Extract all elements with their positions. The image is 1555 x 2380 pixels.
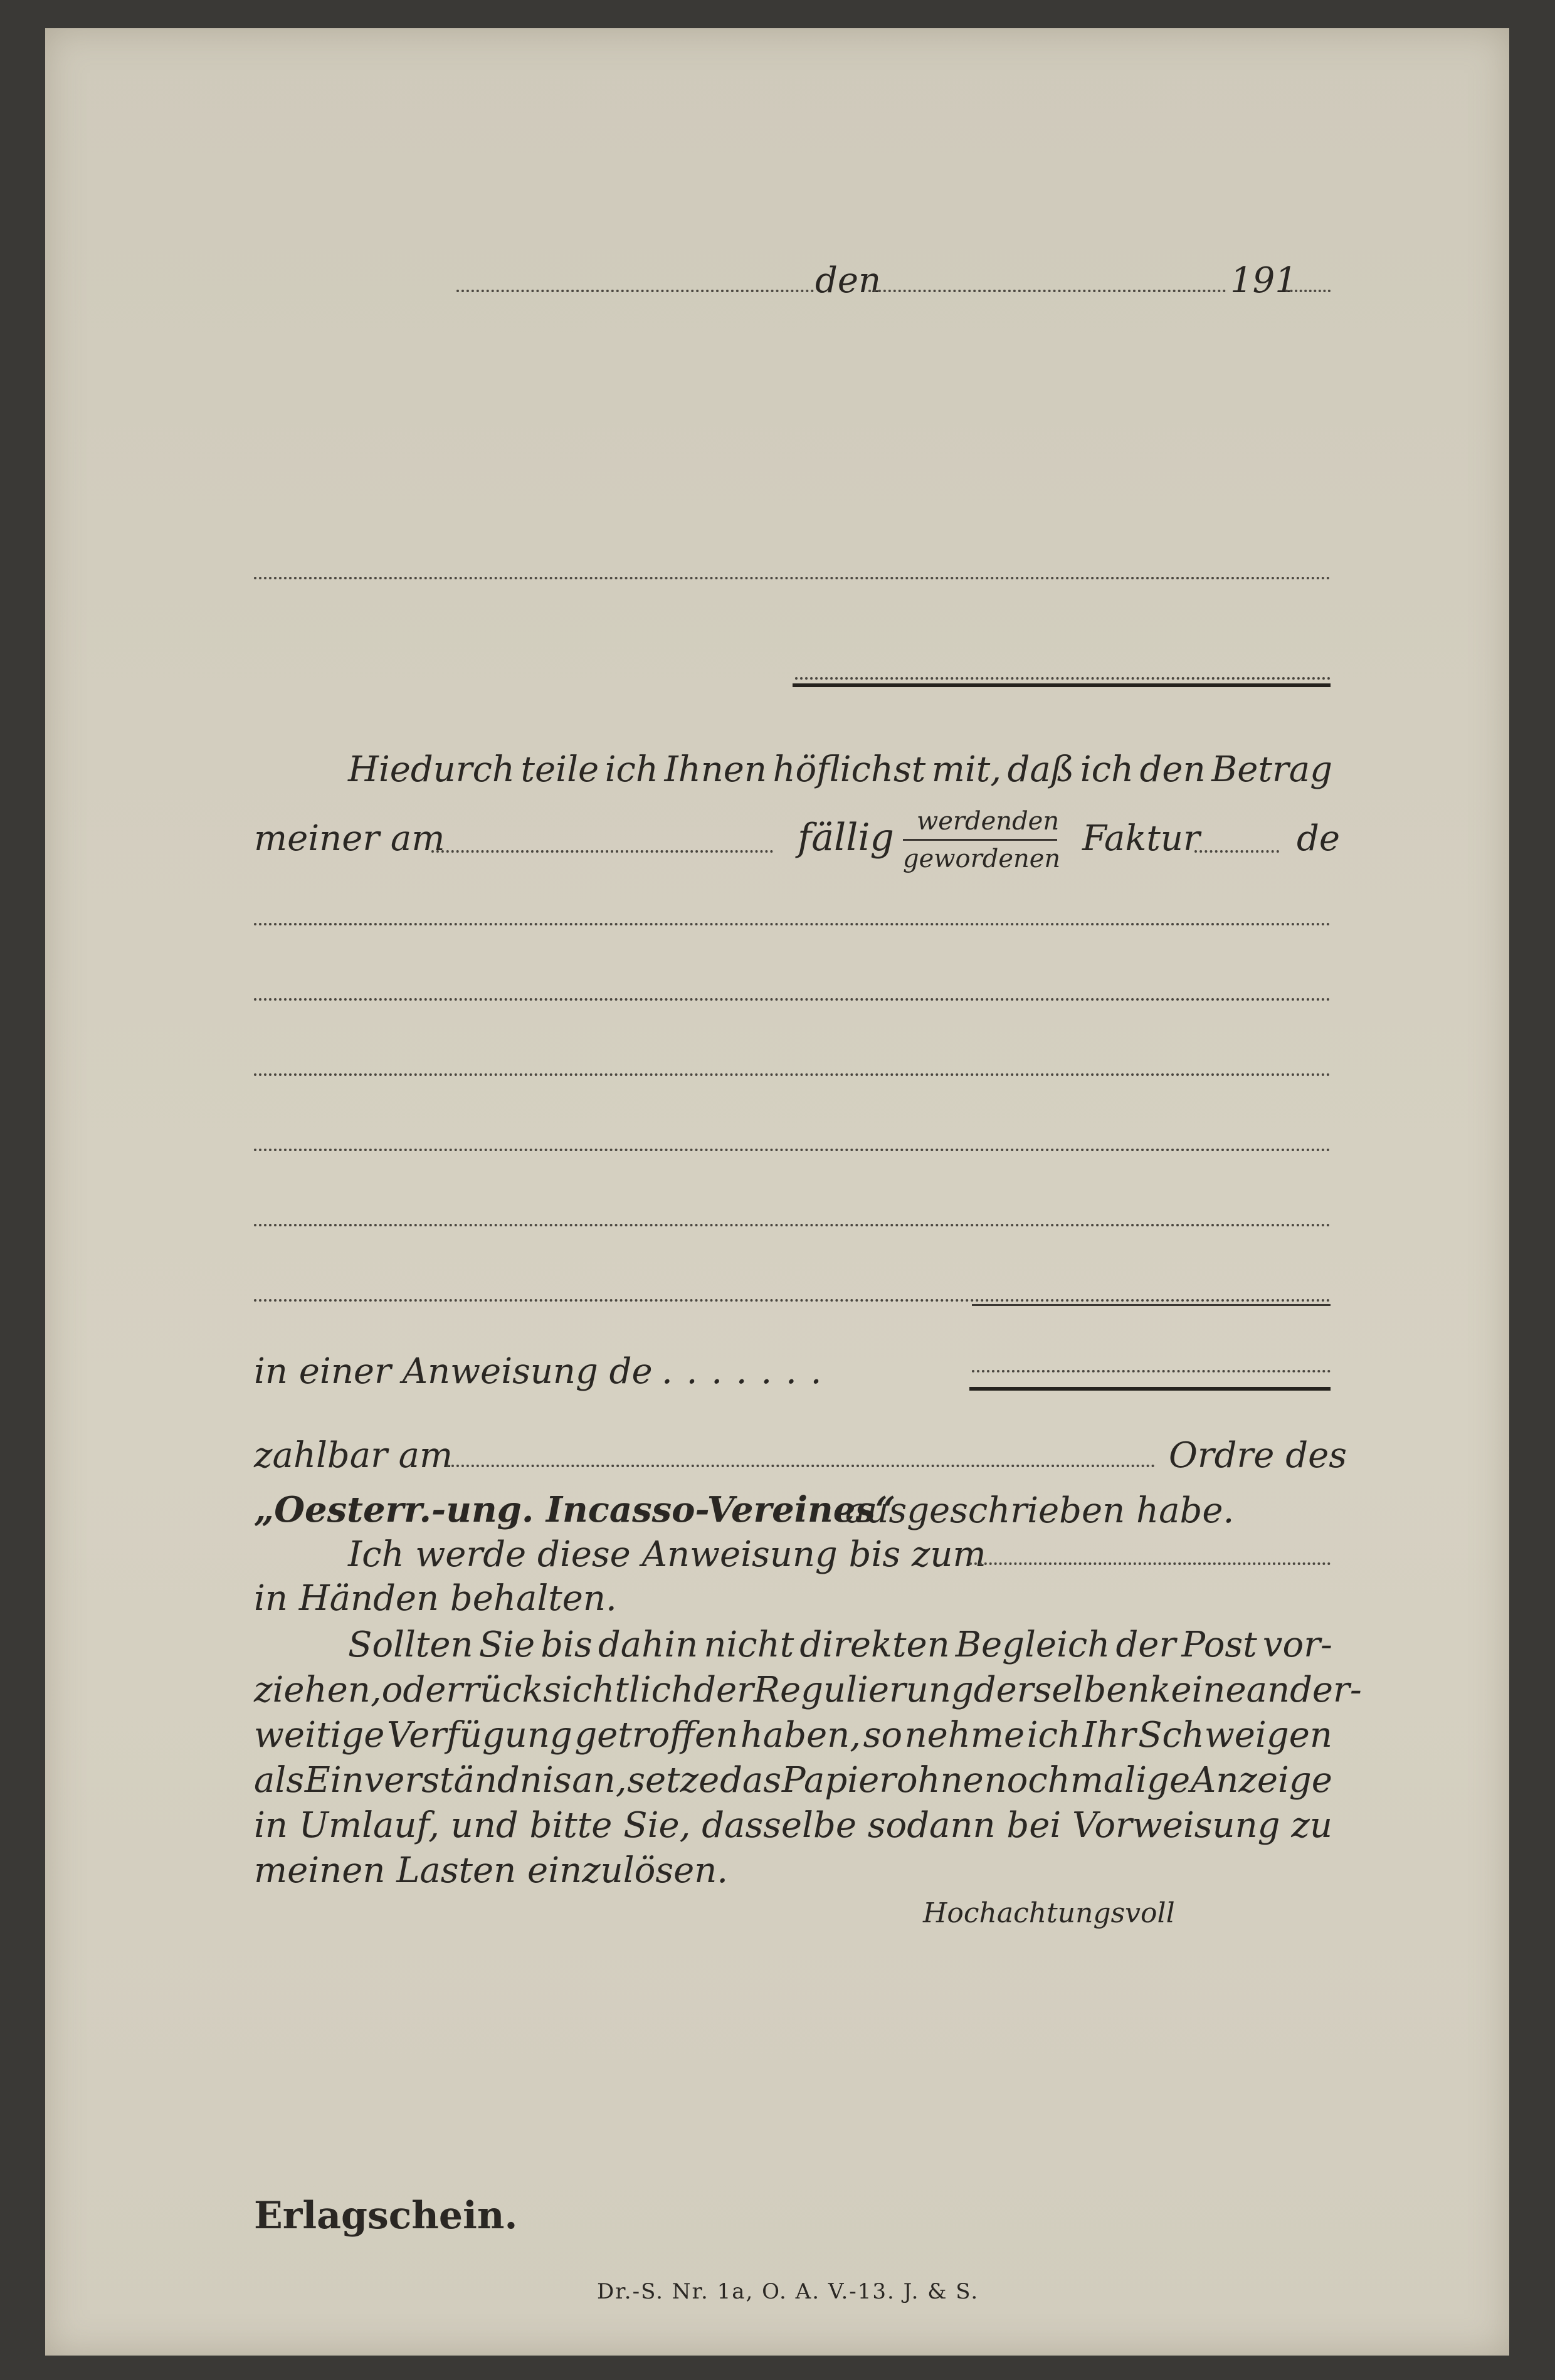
fraction-bar <box>903 839 1057 841</box>
para3-line3: weitige Verfügung getroffen haben, so nehme ich Ihr Schweigen <box>254 1715 1332 1756</box>
year-field[interactable] <box>1285 290 1331 292</box>
faktur-label: Faktur <box>1082 818 1200 859</box>
blank-line-6[interactable] <box>254 1299 1331 1302</box>
bis-zum-field[interactable] <box>969 1562 1331 1565</box>
blank-line-5[interactable] <box>254 1224 1331 1226</box>
para3-line4: als Einverständnis an, setze das Papier ohne nochmalige Anzeige <box>254 1760 1332 1801</box>
para3-last-line: meinen Lasten einzulösen. <box>254 1850 729 1891</box>
blank-line-4[interactable] <box>254 1149 1331 1151</box>
anweisung-label: in einer Anweisung de <box>254 1351 653 1392</box>
printer-imprint: Dr.-S. Nr. 1a, O. A. V.-13. J. & S. <box>597 2279 979 2304</box>
place-field[interactable] <box>456 290 814 292</box>
para3-line2: ziehen, oder rücksichtlich der Regulierung derselben keine ander- <box>254 1670 1362 1710</box>
date-field[interactable] <box>868 290 1226 292</box>
erlagschein-title: Erlagschein. <box>254 2194 518 2238</box>
ich-werde-text: Ich werde diese Anweisung bis zum <box>348 1534 986 1575</box>
year-label: 191 <box>1230 260 1297 301</box>
ordre-des-label: Ordre des <box>1169 1435 1347 1476</box>
dot-leader: . . . . . . . <box>662 1351 823 1392</box>
fraction-top: werdenden <box>917 807 1060 836</box>
form-sheet <box>45 28 1509 2356</box>
fraction-bottom: gewordenen <box>903 845 1061 873</box>
blank-line-2[interactable] <box>254 998 1331 1001</box>
blank-line-3[interactable] <box>254 1073 1331 1076</box>
blank-line-1[interactable] <box>254 923 1331 925</box>
closing-text: Hochachtungsvoll <box>923 1897 1175 1929</box>
amount-rule <box>969 1387 1331 1391</box>
para1-line1: Hiedurch teile ich Ihnen höflichst mit, daß ich den Betrag <box>348 749 1332 790</box>
zahlbar-am-label: zahlbar am <box>254 1435 453 1476</box>
verein-name: „Oesterr.-ung. Incasso-Vereines“ <box>254 1489 896 1530</box>
faellig-date-field[interactable] <box>431 850 773 853</box>
faktur-field[interactable] <box>1194 850 1279 853</box>
de-label: de <box>1297 818 1340 859</box>
address-line-1[interactable] <box>254 577 1331 579</box>
meiner-am-label: meiner am <box>254 818 445 859</box>
address-line-2[interactable] <box>795 677 1331 680</box>
in-haenden-text: in Händen behalten. <box>254 1578 617 1619</box>
amount-field[interactable] <box>972 1370 1331 1372</box>
zahlbar-field[interactable] <box>446 1465 1155 1467</box>
faellig-label: fällig <box>798 816 894 860</box>
amount-top-rule <box>972 1304 1331 1306</box>
den-label: den <box>815 260 882 301</box>
ausgeschrieben-text: ausgeschrieben habe. <box>845 1490 1235 1531</box>
address-rule <box>793 683 1331 687</box>
para3-line1: Sollten Sie bis dahin nicht direkten Begleich der Post vor- <box>348 1624 1332 1665</box>
para3-line5: in Umlauf, und bitte Sie, dasselbe sodann bei Vorweisung zu <box>254 1805 1332 1846</box>
